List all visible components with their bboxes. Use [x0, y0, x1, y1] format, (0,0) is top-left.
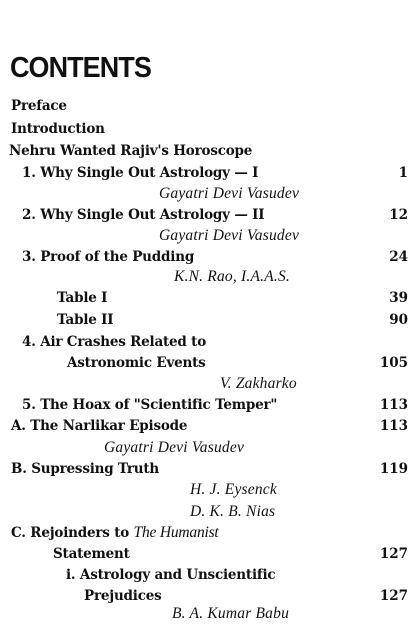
- toc-author: [0, 266, 416, 288]
- entry-title: Preface: [11, 98, 67, 114]
- toc-entry-section-b: [0, 458, 416, 480]
- entry-title: Statement: [53, 546, 130, 562]
- page-number: 127: [379, 588, 408, 604]
- entry-title-italic: The Humanist: [133, 524, 219, 541]
- page-number: 1: [398, 165, 408, 181]
- toc-entry-table-1: [0, 287, 416, 309]
- entry-title: A. The Narlikar Episode: [11, 418, 188, 434]
- entry-title: [11, 522, 219, 544]
- page-number: 39: [389, 290, 408, 306]
- page-number: 105: [379, 355, 408, 371]
- page-number: 12: [389, 207, 408, 223]
- toc-entry-chapter-4: [0, 331, 416, 353]
- toc-author: [0, 373, 416, 395]
- toc-entry-chapter-5: [0, 394, 416, 416]
- author-name: V. Zakharko: [220, 375, 297, 392]
- toc-entry-section-c: [0, 522, 416, 544]
- author-name: Gayatri Devi Vasudev: [159, 185, 300, 202]
- author-name: Gayatri Devi Vasudev: [104, 439, 245, 456]
- entry-title: Nehru Wanted Rajiv's Horoscope: [9, 143, 253, 159]
- entry-title: Table II: [57, 312, 114, 328]
- entry-title: B. Supressing Truth: [11, 461, 160, 477]
- author-name: D. K. B. Nias: [190, 503, 276, 520]
- entry-title: 3. Proof of the Pudding: [22, 249, 195, 265]
- toc-entry-chapter-4-cont: [0, 352, 416, 374]
- toc-entry-section-c-i: [0, 564, 416, 586]
- toc-author: [0, 479, 416, 501]
- toc-author: [0, 437, 416, 459]
- entry-title-text: C. Rejoinders to: [11, 525, 134, 541]
- toc-entry-introduction: [0, 118, 416, 140]
- toc-entry-chapter-2: [0, 204, 416, 226]
- page-number: 113: [379, 397, 408, 413]
- page-number: 90: [389, 312, 408, 328]
- toc-entry-chapter-3: [0, 246, 416, 268]
- author-name: K.N. Rao, I.A.A.S.: [174, 268, 290, 285]
- entry-title: 5. The Hoax of "Scientific Temper": [22, 397, 278, 413]
- entry-title: i. Astrology and Unscientific: [66, 567, 276, 583]
- toc-entry-section-a: [0, 415, 416, 437]
- page-number: 24: [389, 249, 408, 265]
- toc-author: [0, 603, 416, 625]
- author-name: B. A. Kumar Babu: [172, 605, 290, 622]
- toc-entry-section-c-cont: [0, 543, 416, 565]
- toc-author: [0, 183, 416, 205]
- page-number: 113: [379, 418, 408, 434]
- toc-entry-chapter-1: [0, 162, 416, 184]
- entry-title: 4. Air Crashes Related to: [22, 334, 207, 350]
- entry-title: 1. Why Single Out Astrology — I: [22, 165, 259, 181]
- page-title: CONTENTS: [10, 52, 151, 84]
- toc-entry-table-2: [0, 309, 416, 331]
- entry-title: Astronomic Events: [67, 355, 206, 371]
- entry-title: Table I: [57, 290, 108, 306]
- entry-title: Introduction: [11, 121, 105, 137]
- toc-author: [0, 225, 416, 247]
- entry-title: Prejudices: [84, 588, 162, 604]
- author-name: Gayatri Devi Vasudev: [159, 227, 300, 244]
- toc-entry-preface: [0, 95, 416, 117]
- page-number: 127: [379, 546, 408, 562]
- page-number: 119: [379, 461, 408, 477]
- author-name: H. J. Eysenck: [190, 481, 277, 498]
- toc-entry-nehru: [0, 140, 416, 162]
- entry-title: 2. Why Single Out Astrology — II: [22, 207, 265, 223]
- toc-author: [0, 501, 416, 523]
